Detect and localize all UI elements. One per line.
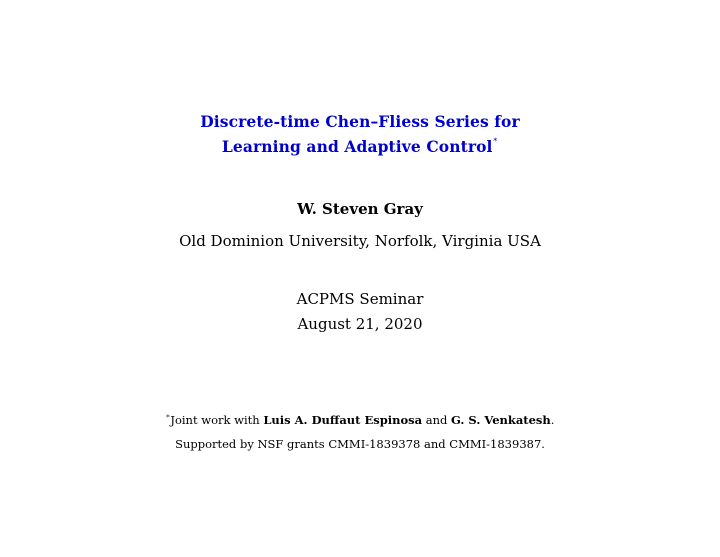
author-name: W. Steven Gray xyxy=(297,200,423,218)
collaborator-2: G. S. Venkatesh xyxy=(451,413,551,427)
event-name: ACPMS Seminar xyxy=(296,290,424,308)
footnote-conjunction: and xyxy=(422,413,452,427)
title-footnote-mark: ∗ xyxy=(492,135,499,144)
title-line-1: Discrete-time Chen–Fliess Series for xyxy=(200,112,520,131)
footnote-support: Supported by NSF grants CMMI-1839378 and CMMI-1839387. xyxy=(175,437,545,451)
title-line-2 xyxy=(0,137,720,156)
event-date: August 21, 2020 xyxy=(297,315,423,333)
footnote-prefix: Joint work with xyxy=(170,413,264,427)
title-line-2-text: Learning and Adaptive Control xyxy=(221,137,493,156)
footnote-mark: ∗ xyxy=(165,412,171,420)
author-affiliation: Old Dominion University, Norfolk, Virginia USA xyxy=(179,232,541,250)
footnote-suffix: . xyxy=(550,413,555,427)
footnote-collaborators xyxy=(0,413,720,427)
collaborator-1: Luis A. Duffaut Espinosa xyxy=(263,413,423,427)
